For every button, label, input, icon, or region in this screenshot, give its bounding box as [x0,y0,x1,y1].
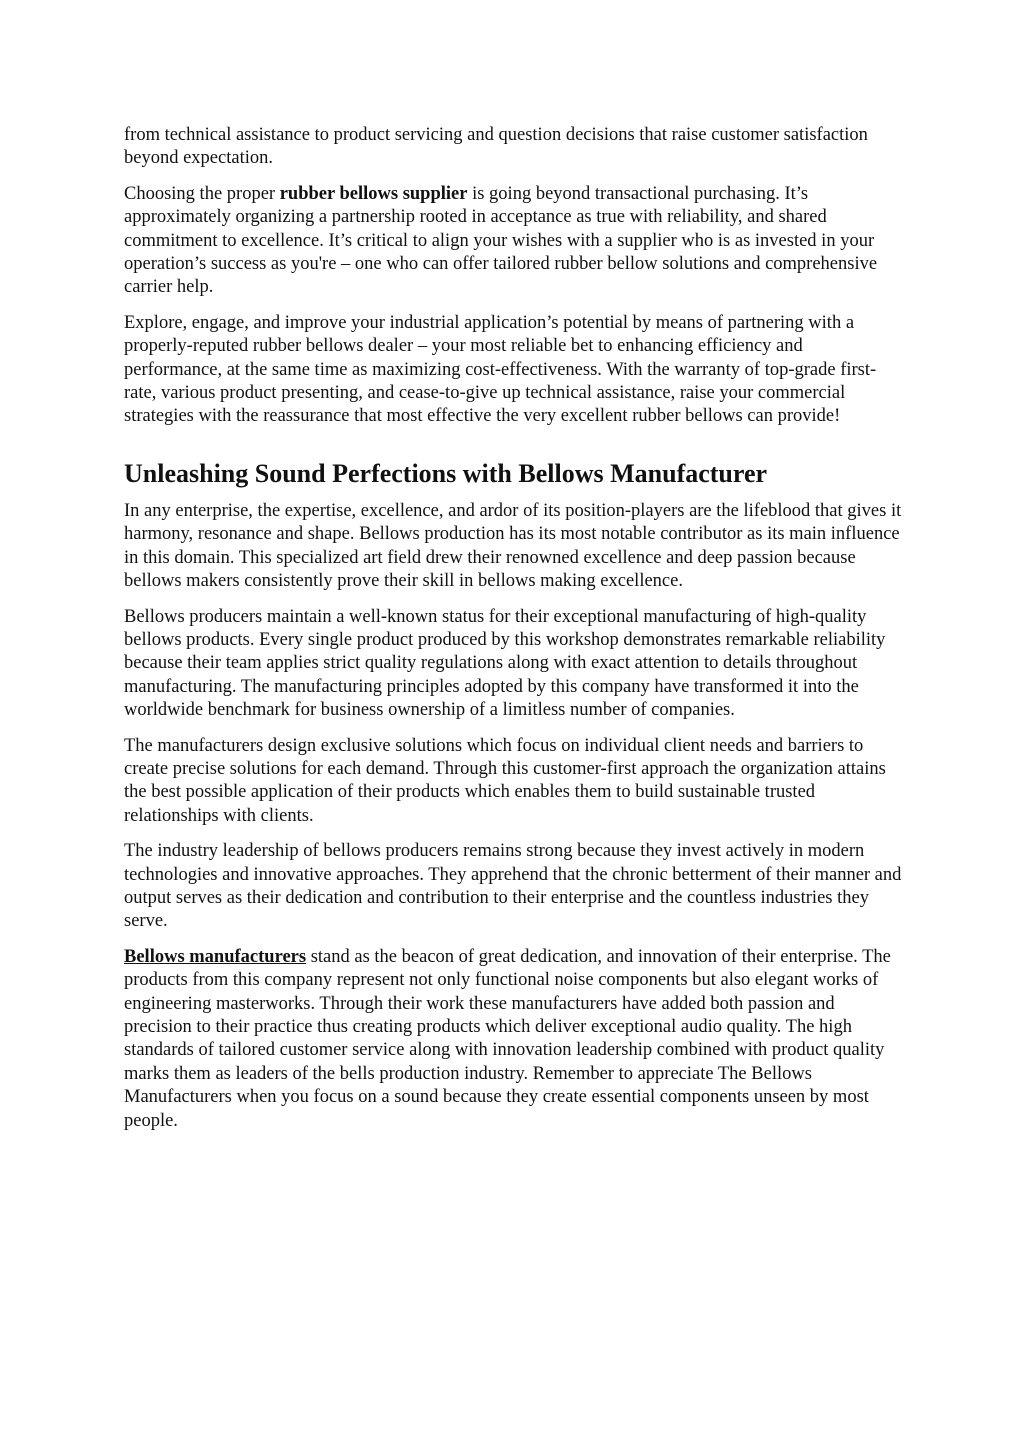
paragraph-2-before: Choosing the proper [124,183,280,204]
paragraph-2-after: is going beyond transactional purchasing. It’s approximately organizing a partnership rooted in acceptance as true with reliability, and shared commitment to excellence. It’s critical to align your wishes with a supplier who is as invested in your operation’s success as you're – one who can offer tailored rubber bellow solutions and comprehensive carrier help. [124,183,878,298]
paragraph-8-after: stand as the beacon of great dedication, and innovation of their enterprise. The products from this company represent not only functional noise components but also elegant works of engineering masterworks. Through their work these manufacturers have added both passion and precision to their practice thus creating products which deliver exceptional audio quality. The high standards of tailored customer service along with innovation leadership combined with product quality marks them as leaders of the bells production industry. Remember to appreciate The Bellows Manufacturers when you focus on a sound because they create essential components unseen by most people. [124,946,891,1131]
paragraph-3: Explore, engage, and improve your industrial application’s potential by means of partnering with a properly-reputed rubber bellows dealer – your most reliable bet to enhancing efficiency and performance, at the same time as maximizing cost-effectiveness. With the warranty of top-grade first-rate, various product presenting, and cease-to-give up technical assistance, raise your commercial strategies with the reassurance that most effective the very excellent rubber bellows can provide! [124,312,877,427]
document-page [124,124,904,1145]
paragraph-1: from technical assistance to product servicing and question decisions that raise customer satisfaction beyond expectation. [124,125,868,169]
paragraph-5: Bellows producers maintain a well-known status for their exceptional manufacturing of high-quality bellows products. Every single product produced by this workshop demonstrates remarkable reliability because their team applies strict quality regulations along with exact attention to details throughout manufacturing. The manufacturing principles adopted by this company have transformed it into the worldwide benchmark for business ownership of a limitless number of companies. [124,606,886,721]
rubber-bellows-supplier-bold: rubber bellows supplier [279,183,468,204]
paragraph-6: The manufacturers design exclusive solutions which focus on individual client needs and barriers to create precise solutions for each demand. Through this customer-first approach the organization attains the best possible application of their products which enables them to build sustainable trusted relationships with clients. [124,735,886,826]
bellows-manufacturers-link[interactable]: Bellows manufacturers [124,946,307,967]
paragraph-4: In any enterprise, the expertise, excellence, and ardor of its position-players are the lifeblood that gives it harmony, resonance and shape. Bellows production has its most notable contributor as its main influence in this domain. This specialized art field drew their renowned excellence and deep passion because bellows makers consistently prove their skill in bellows making excellence. [124,500,902,592]
paragraph-7: The industry leadership of bellows producers remains strong because they invest actively in modern technologies and innovative approaches. They apprehend that the chronic betterment of their manner and output serves as their dedication and contribution to their enterprise and the countless industries they serve. [124,841,902,932]
paragraph-2 [124,183,904,300]
section-heading: Unleashing Sound Perfections with Bellows Manufacturer [124,458,768,488]
paragraph-8 [124,946,904,1133]
